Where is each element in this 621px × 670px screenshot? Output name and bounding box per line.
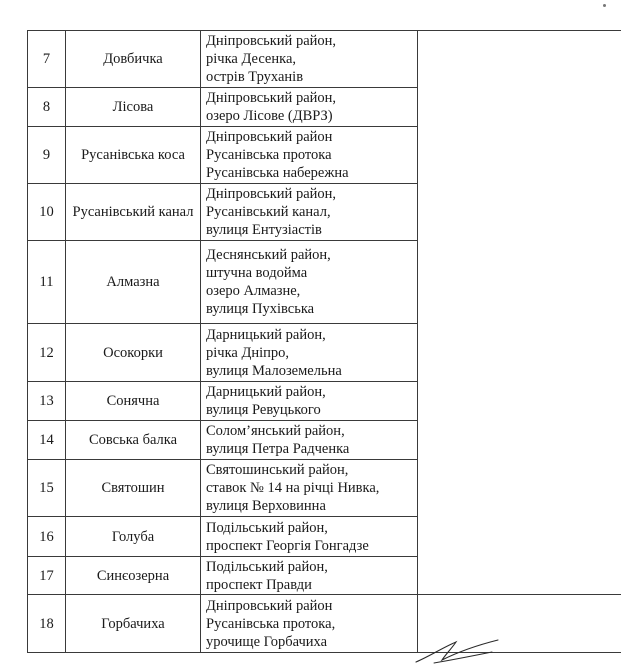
address-line: Дарницький район, — [206, 384, 326, 400]
address-line: урочище Горбачиха — [206, 633, 328, 650]
row-number: 16 — [28, 517, 66, 557]
address-line: острів Труханів — [206, 69, 304, 85]
address-line: Дніпровський район — [206, 597, 333, 614]
address-line: Дарницький район, — [206, 326, 326, 343]
address-line: озеро Алмазне, — [206, 283, 301, 299]
beach-address — [201, 127, 418, 184]
beach-address — [201, 517, 418, 557]
beach-name: Осокорки — [66, 324, 201, 382]
beach-name: Совська балка — [66, 421, 201, 460]
address-line: проспект Георгія Гонгадзе — [206, 537, 369, 554]
table-row — [28, 595, 621, 653]
row-number: 13 — [28, 382, 66, 421]
address-line: Подільський район, — [206, 558, 328, 575]
beach-address — [201, 557, 418, 595]
beach-address — [201, 421, 418, 460]
beach-name: Русанівський канал — [66, 184, 201, 241]
signature-mark — [412, 636, 502, 666]
beach-name: Довбичка — [66, 31, 201, 88]
address-line: Русанівський канал, — [206, 204, 331, 220]
row-number: 7 — [28, 31, 66, 88]
address-line: Святошинський район, — [206, 462, 349, 478]
row-number: 8 — [28, 88, 66, 127]
beaches-table — [27, 30, 621, 653]
row-number: 14 — [28, 421, 66, 460]
beach-name: Лісова — [66, 88, 201, 127]
address-line: вулиця Петра Радченка — [206, 441, 350, 457]
table-body — [28, 31, 621, 653]
address-line: Солом’янський район, — [206, 423, 345, 439]
beach-address — [201, 184, 418, 241]
address-line: ставок № 14 на річці Нивка, — [206, 480, 380, 496]
beach-address — [201, 460, 418, 517]
row-number: 12 — [28, 324, 66, 382]
beach-name: Святошин — [66, 460, 201, 517]
table-row — [28, 31, 621, 88]
beach-address — [201, 241, 418, 324]
row-number: 18 — [28, 595, 66, 653]
beach-name: Горбачиха — [66, 595, 201, 653]
address-line: вулиця Малоземельна — [206, 362, 342, 379]
address-line: Дніпровський район — [206, 129, 333, 145]
address-line: річка Дніпро, — [206, 344, 290, 361]
row-number: 17 — [28, 557, 66, 595]
notes-cell — [418, 31, 621, 595]
beach-address — [201, 88, 418, 127]
address-line: річка Десенка, — [206, 51, 297, 67]
beach-name: Синєозерна — [66, 557, 201, 595]
row-number: 9 — [28, 127, 66, 184]
address-line: вулиця Ентузіастів — [206, 222, 322, 238]
address-line: Дніпровський район, — [206, 90, 337, 106]
beach-name: Голуба — [66, 517, 201, 557]
row-number: 15 — [28, 460, 66, 517]
beach-name: Русанівська коса — [66, 127, 201, 184]
beach-address — [201, 324, 418, 382]
address-line: штучна водойма — [206, 265, 308, 281]
beach-address — [201, 31, 418, 88]
address-line: вулиця Ревуцького — [206, 402, 321, 418]
address-line: озеро Лісове (ДВРЗ) — [206, 108, 333, 124]
beach-address — [201, 382, 418, 421]
beach-name: Алмазна — [66, 241, 201, 324]
address-line: Русанівська протока, — [206, 615, 336, 632]
address-line: Дніпровський район, — [206, 33, 337, 49]
address-line: Русанівська набережна — [206, 165, 349, 181]
beach-address — [201, 595, 418, 653]
beach-name: Сонячна — [66, 382, 201, 421]
address-line: Русанівська протока — [206, 147, 332, 163]
address-line: Подільський район, — [206, 519, 328, 536]
address-line: вулиця Пухівська — [206, 301, 315, 317]
address-line: вулиця Верховинна — [206, 498, 326, 514]
address-line: Деснянський район, — [206, 247, 331, 263]
scan-dot — [603, 4, 606, 7]
address-line: проспект Правди — [206, 576, 312, 593]
address-line: Дніпровський район, — [206, 186, 337, 202]
row-number: 10 — [28, 184, 66, 241]
row-number: 11 — [28, 241, 66, 324]
